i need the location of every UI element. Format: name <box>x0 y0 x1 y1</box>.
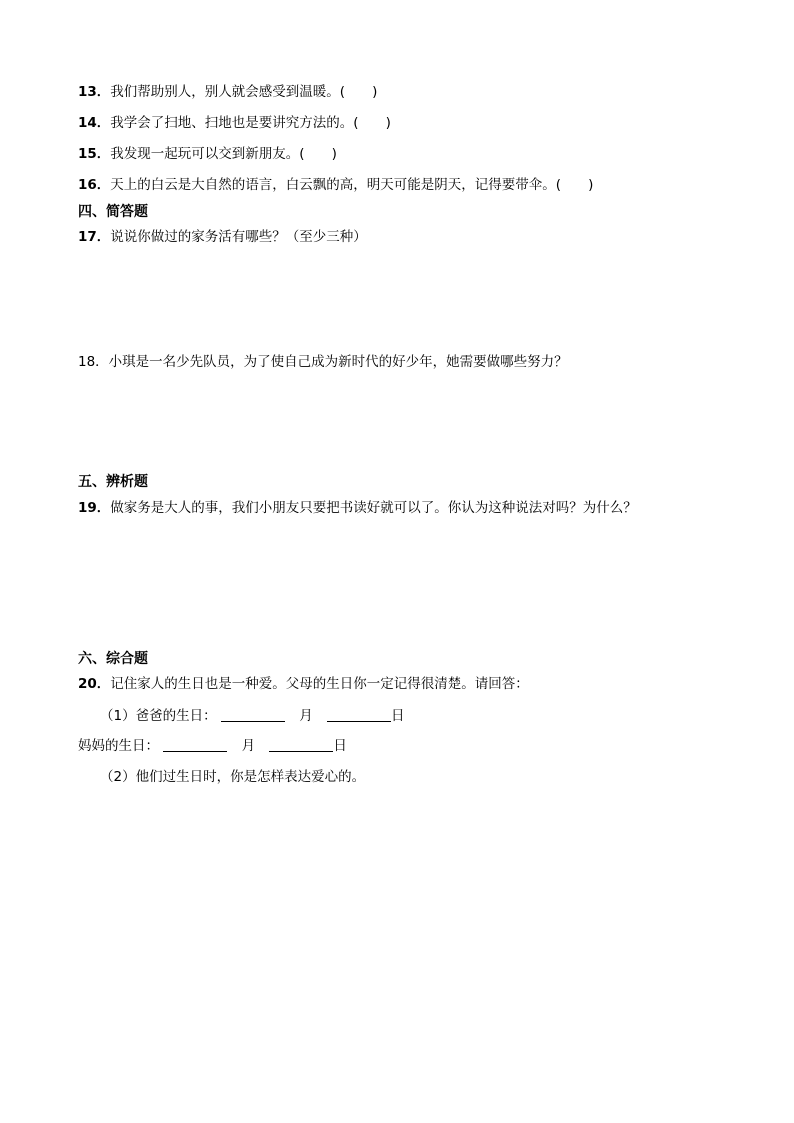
section-heading-4: 四、简答题 <box>78 204 148 220</box>
day-label: 日 <box>333 738 347 754</box>
mom-month-blank[interactable] <box>163 737 227 752</box>
mom-day-blank[interactable] <box>269 737 333 752</box>
question-13 <box>78 83 377 101</box>
question-text: 我学会了扫地、扫地也是要讲究方法的。( ) <box>110 115 391 131</box>
question-number: 17． <box>78 229 111 245</box>
month-label: 月 <box>241 738 256 754</box>
question-text: 我发现一起玩可以交到新朋友。( ) <box>110 146 337 162</box>
question-text: 做家务是大人的事，我们小朋友只要把书读好就可以了。你认为这种说法对吗？为什么？ <box>110 500 637 516</box>
question-number: 16． <box>78 177 111 193</box>
question-16 <box>78 176 593 194</box>
section-heading-6: 六、综合题 <box>78 651 148 667</box>
question-20 <box>78 675 529 693</box>
dad-day-blank[interactable] <box>327 707 391 722</box>
question-14 <box>78 114 391 132</box>
question-number: 20． <box>78 676 111 692</box>
question-19 <box>78 499 637 517</box>
dad-birthday-label: （1）爸爸的生日： <box>100 708 217 724</box>
question-15 <box>78 145 337 163</box>
section-heading-5: 五、辨析题 <box>78 474 148 490</box>
mom-birthday-label: 妈妈的生日： <box>78 738 159 754</box>
mom-birthday-line <box>78 737 347 755</box>
question-text: 我们帮助别人，别人就会感受到温暖。( ) <box>110 84 378 100</box>
dad-birthday-line <box>100 707 404 725</box>
question-number: 13． <box>78 84 111 100</box>
question-number: 19． <box>78 500 111 516</box>
dad-month-blank[interactable] <box>221 707 285 722</box>
question-text: 天上的白云是大自然的语言，白云飘的高，明天可能是阴天，记得要带伞。( ) <box>110 177 594 193</box>
question-text: 说说你做过的家务活有哪些？（至少三种） <box>110 229 367 245</box>
question-number: 14． <box>78 115 111 131</box>
question-text: 记住家人的生日也是一种爱。父母的生日你一定记得很清楚。请回答： <box>110 676 529 692</box>
question-number: 15． <box>78 146 111 162</box>
question-17 <box>78 228 367 246</box>
question-20-part-2: （2）他们过生日时，你是怎样表达爱心的。 <box>100 769 366 785</box>
question-18: 18．小琪是一名少先队员，为了使自己成为新时代的好少年，她需要做哪些努力？ <box>78 354 568 370</box>
day-label: 日 <box>390 708 405 724</box>
month-label: 月 <box>299 708 313 724</box>
